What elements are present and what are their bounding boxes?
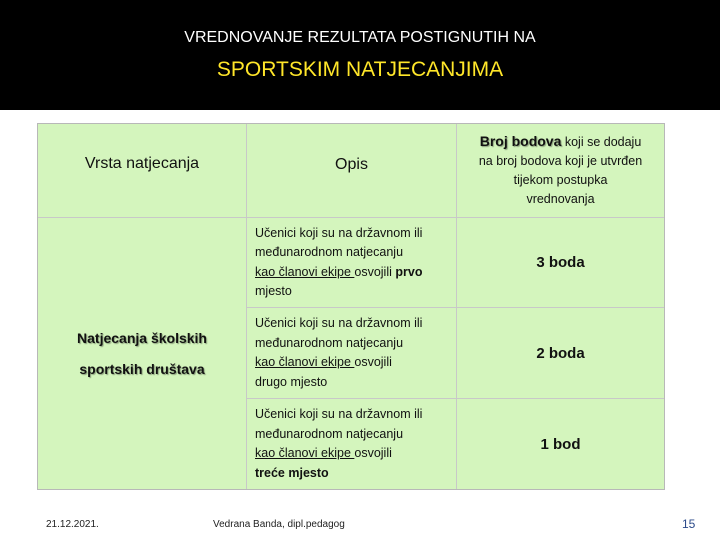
footer-date: 21.12.2021. — [46, 519, 99, 530]
row-2-desc-last: drugo mjesto — [255, 374, 328, 389]
header-broj-bodova — [457, 124, 664, 217]
row-1-desc-mid: osvojili — [354, 264, 396, 279]
row-2-desc-underlined: kao članovi ekipe — [255, 355, 355, 369]
header-broj-bodova-line3: tijekom postupka — [513, 173, 608, 187]
row-1-desc-last: mjesto — [255, 284, 292, 298]
scoring-table — [37, 123, 665, 490]
row-3-desc-line2: međunarodnom natjecanju — [255, 426, 404, 441]
row-3-desc-line1: Učenici koji su na državnom ili — [255, 407, 423, 421]
row-3-desc-mid: osvojili — [354, 446, 392, 460]
header-broj-bodova-highlight: Broj bodova — [479, 133, 562, 149]
row-1-desc-line2: međunarodnom natjecanju — [255, 245, 404, 259]
header-broj-bodova-line2: na broj bodova koji je utvrđen — [478, 154, 643, 168]
row-3-desc-underlined: kao članovi ekipe — [255, 446, 355, 460]
row-2-description — [247, 308, 456, 398]
row-2-points: 2 boda — [536, 344, 585, 362]
row-1-desc-underlined: kao članovi ekipe — [255, 264, 355, 279]
row-1-desc-bold: prvo — [395, 264, 423, 279]
slide-title-line2: SPORTSKIM NATJECANJIMA — [216, 58, 504, 81]
row-1-description — [247, 218, 456, 307]
header-broj-bodova-line4: vrednovanja — [526, 192, 595, 206]
category-cell — [38, 218, 246, 489]
category-line1: Natjecanja školskih — [77, 329, 207, 346]
row-2-desc-mid: osvojili — [354, 355, 392, 369]
row-1-desc-line1: Učenici koji su na državnom ili — [255, 225, 423, 240]
page-number: 15 — [682, 517, 696, 531]
row-3-desc-last: treće mjesto — [255, 465, 329, 480]
header-vrsta-natjecanja: Vrsta natjecanja — [84, 155, 200, 172]
footer-author: Vedrana Banda, dipl.pedagog — [213, 519, 345, 530]
row-3-description — [247, 399, 456, 489]
title-bar — [0, 0, 720, 110]
row-2-desc-line1: Učenici koji su na državnom ili — [255, 316, 423, 330]
header-broj-bodova-rest: koji se dodaju — [561, 135, 642, 149]
row-1-points: 3 boda — [536, 254, 585, 271]
header-opis: Opis — [335, 156, 368, 173]
slide-title-line1: VREDNOVANJE REZULTATA POSTIGNUTIH NA — [184, 29, 536, 46]
row-3-points: 1 bod — [540, 435, 581, 453]
row-2-desc-line2: međunarodnom natjecanju — [255, 335, 404, 350]
category-line2: sportskih društava — [79, 360, 205, 377]
